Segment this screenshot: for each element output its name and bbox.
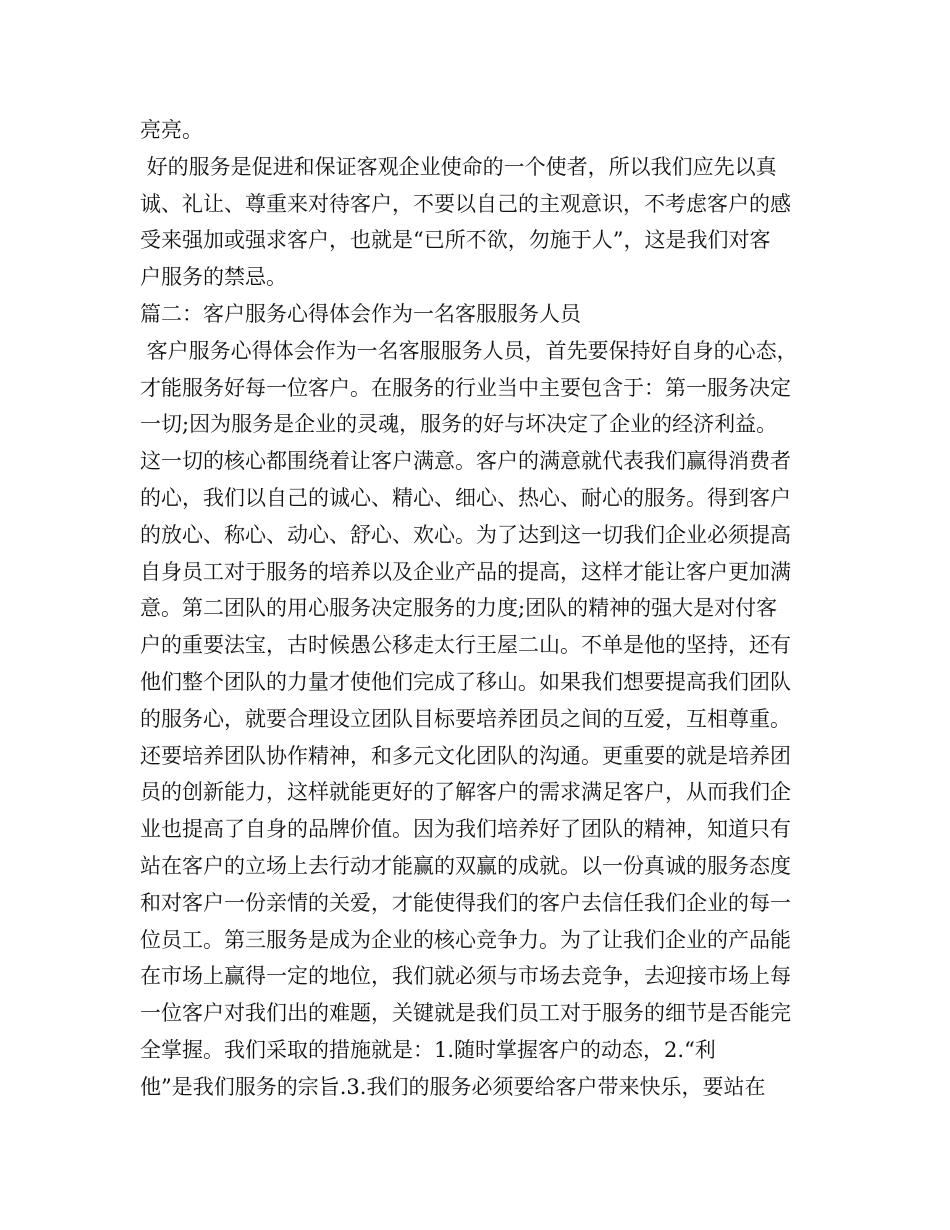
text-line: 一位客户对我们出的难题，关键就是我们员工对于服务的细节是否能完 bbox=[140, 1001, 791, 1026]
text-line: 的放心、称心、动心、舒心、欢心。为了达到这一切我们企业必须提高 bbox=[140, 522, 791, 547]
text-line: 才能服务好每一位客户。在服务的行业当中主要包含于：第一服务决定 bbox=[140, 375, 791, 400]
text-line: 和对客户一份亲情的关爱，才能使得我们的客户去信任我们企业的每一 bbox=[140, 890, 791, 915]
text-line: 的服务心，就要合理设立团队目标要培养团员之间的互爱，互相尊重。 bbox=[140, 706, 791, 731]
text-line: 受来强加或强求客户，也就是“已所不欲，勿施于人”，这是我们对客 bbox=[140, 228, 771, 253]
document-body bbox=[140, 112, 830, 1106]
text-line: 户服务的禁忌。 bbox=[140, 265, 287, 290]
text-line: 意。第二团队的用心服务决定服务的力度;团队的精神的强大是对付客 bbox=[140, 596, 778, 621]
section-heading: 篇二：客户服务心得体会作为一名客服服务人员 bbox=[140, 301, 581, 326]
text-line: 这一切的核心都围绕着让客户满意。客户的满意就代表我们赢得消费者 bbox=[140, 449, 791, 474]
text-line: 的心，我们以自己的诚心、精心、细心、热心、耐心的服务。得到客户 bbox=[140, 485, 791, 510]
text-line: 自身员工对于服务的培养以及企业产品的提高，这样才能让客户更加满 bbox=[140, 559, 791, 584]
text-line: 诚、礼让、尊重来对待客户，不要以自己的主观意识，不考虑客户的感 bbox=[140, 191, 791, 216]
text-line: 站在客户的立场上去行动才能赢的双赢的成就。以一份真诚的服务态度 bbox=[140, 853, 791, 878]
text-line: 一切;因为服务是企业的灵魂，服务的好与坏决定了企业的经济利益。 bbox=[140, 412, 778, 437]
text-line: 在市场上赢得一定的地位，我们就必须与市场去竞争，去迎接市场上每 bbox=[140, 964, 791, 989]
text-line: 户的重要法宝，古时候愚公移走太行王屋二山。不单是他的坚持，还有 bbox=[140, 633, 791, 658]
text-line: 他们整个团队的力量才使他们完成了移山。如果我们想要提高我们团队 bbox=[140, 669, 791, 694]
text-line: 位员工。第三服务是成为企业的核心竞争力。为了让我们企业的产品能 bbox=[140, 927, 791, 952]
text-line: 业也提高了自身的品牌价值。因为我们培养好了团队的精神，知道只有 bbox=[140, 817, 791, 842]
text-line: 客户服务心得体会作为一名客服服务人员，首先要保持好自身的心态， bbox=[140, 338, 798, 363]
text-line: 还要培养团队协作精神，和多元文化团队的沟通。更重要的就是培养团 bbox=[140, 743, 791, 768]
text-line: 员的创新能力，这样就能更好的了解客户的需求满足客户，从而我们企 bbox=[140, 780, 791, 805]
text-line: 他”是我们服务的宗旨.3.我们的服务必须要给客户带来快乐，要站在 bbox=[140, 1074, 766, 1099]
text-line: 亮亮。 bbox=[140, 118, 203, 142]
text-line: 全掌握。我们采取的措施就是：1.随时掌握客户的动态，2.“利 bbox=[140, 1037, 716, 1062]
text-line: 好的服务是促进和保证客观企业使命的一个使者，所以我们应先以真 bbox=[140, 154, 777, 179]
